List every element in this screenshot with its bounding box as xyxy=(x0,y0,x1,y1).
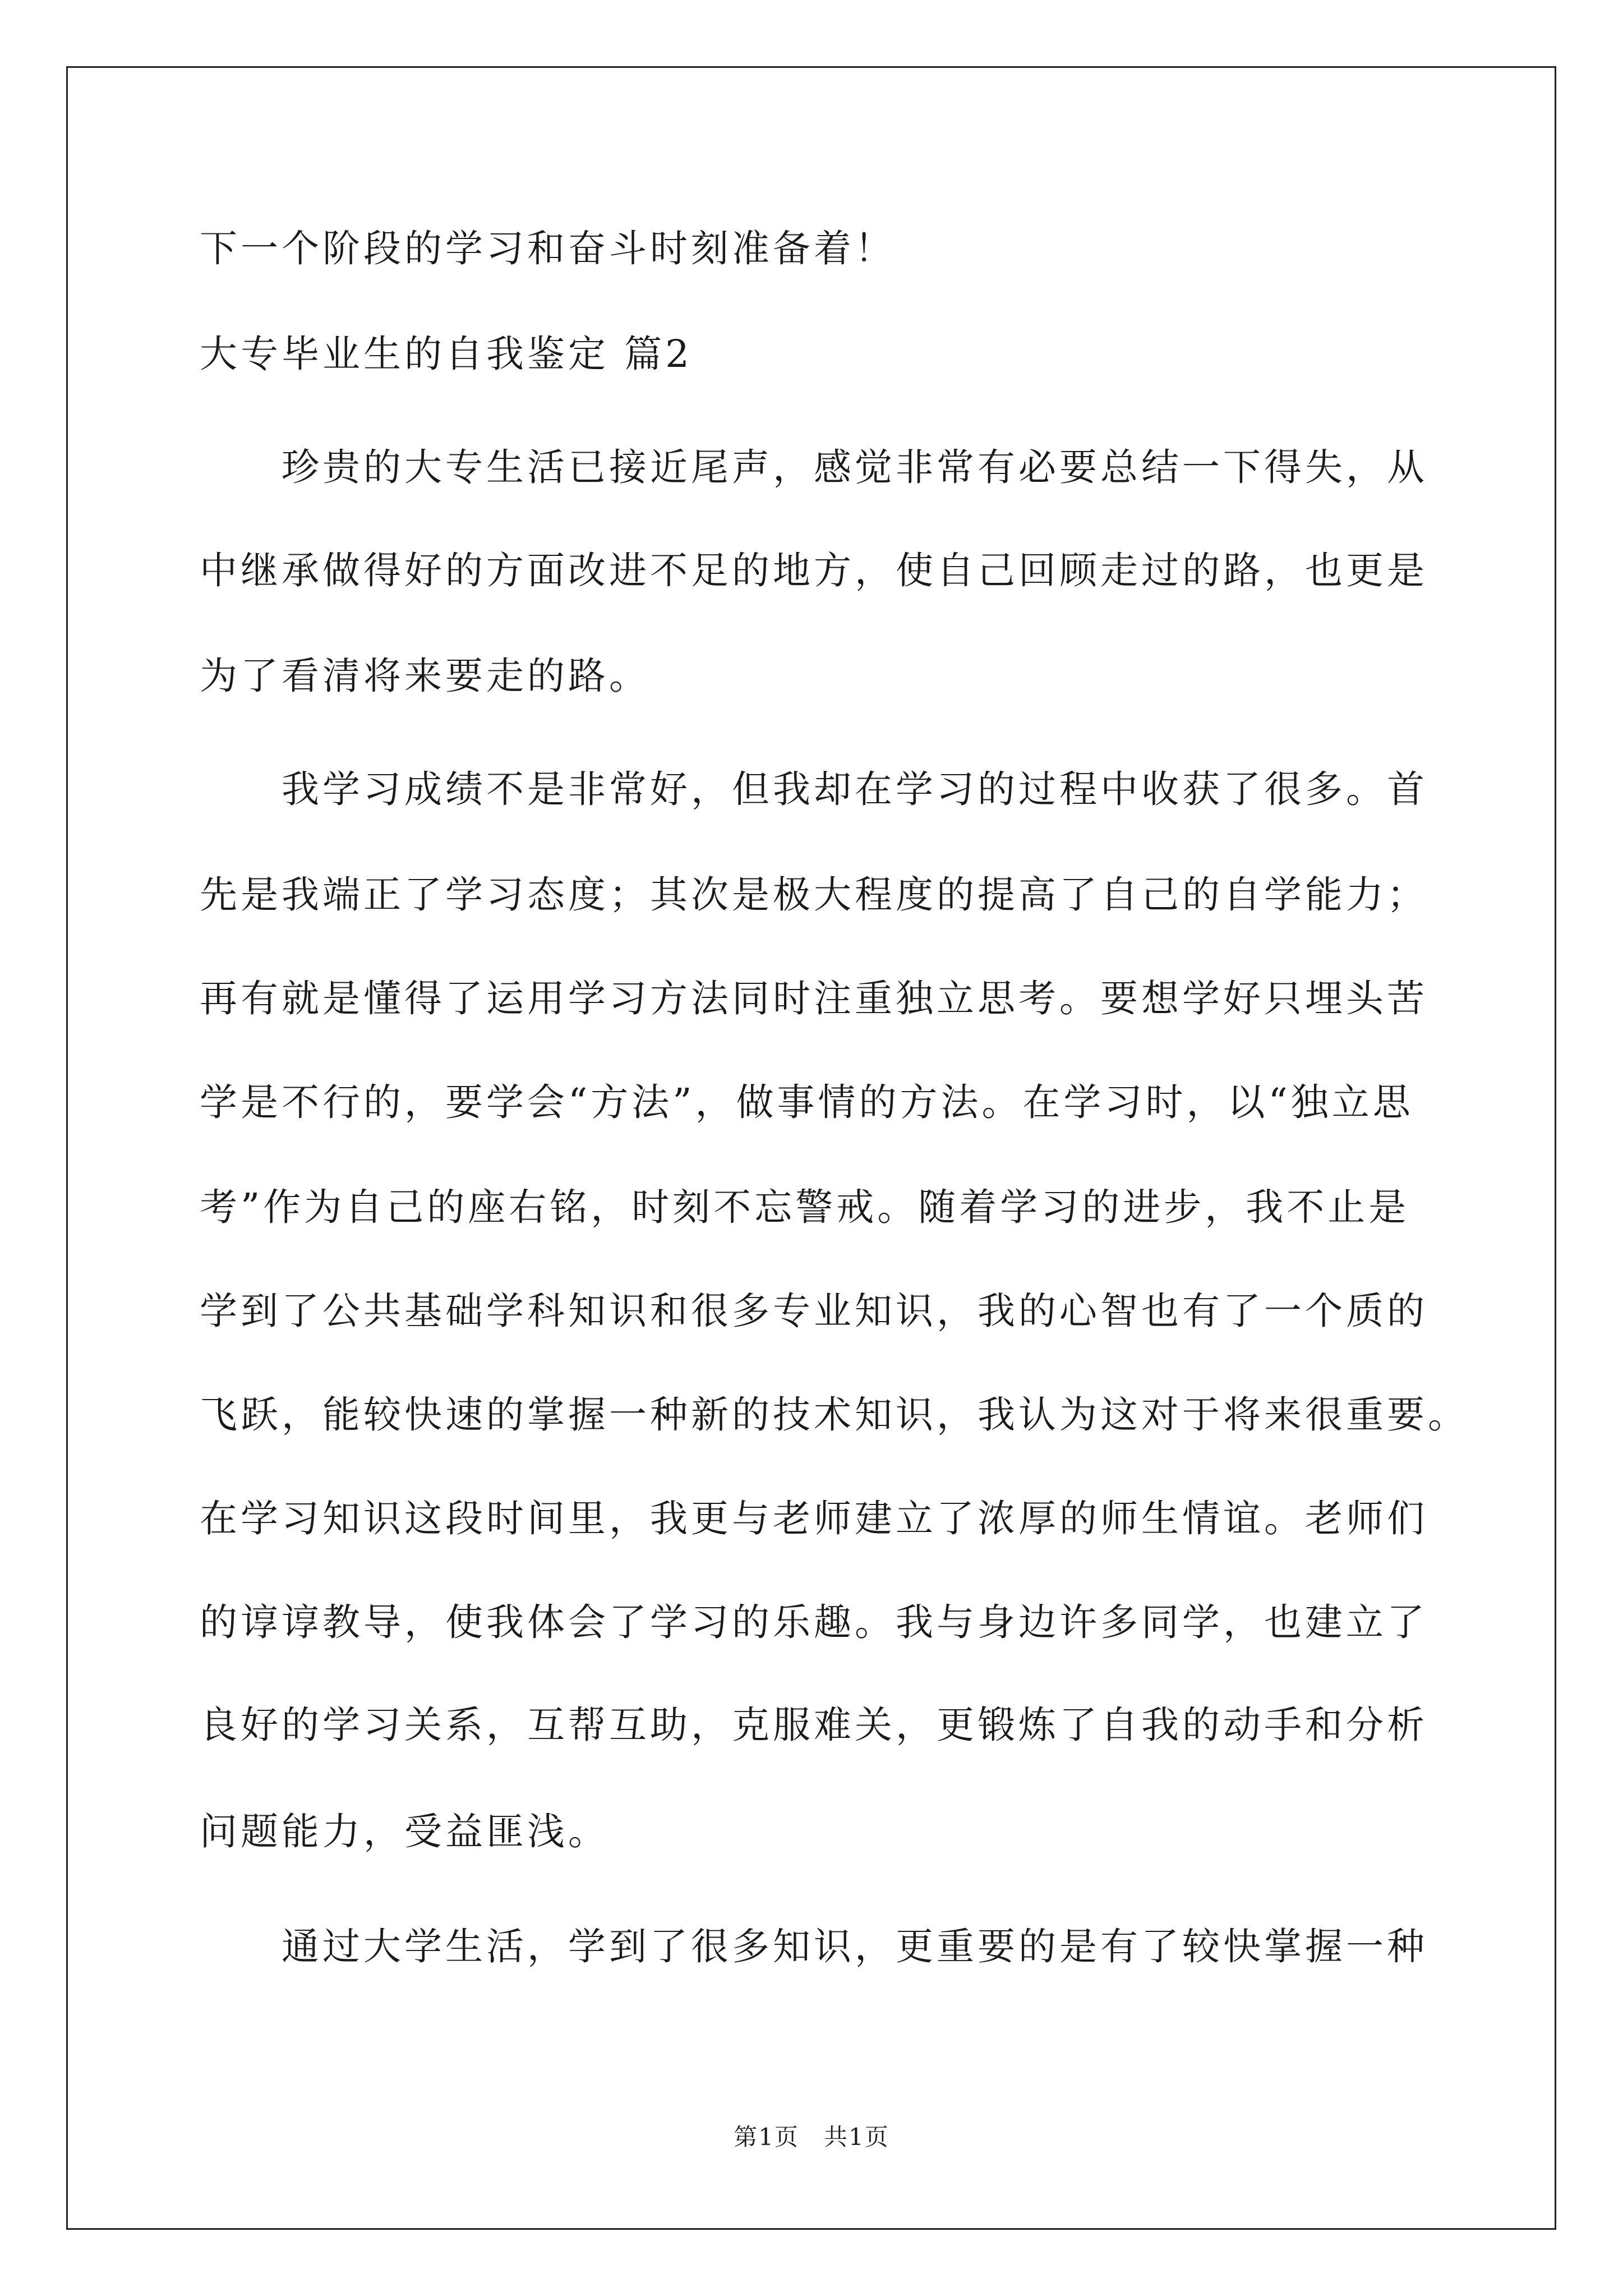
text-line: 我学习成绩不是非常好，但我却在学习的过程中收获了很多。首 xyxy=(200,767,1428,811)
text-line: 通过大学生活，学到了很多知识，更重要的是有了较快掌握一种 xyxy=(200,1925,1428,1968)
text-line: 良好的学习关系，互帮互助，克服难关，更锻炼了自我的动手和分析 xyxy=(200,1703,1428,1747)
text-line: 珍贵的大专生活已接近尾声，感觉非常有必要总结一下得失，从 xyxy=(200,445,1428,489)
text-line: 下一个阶段的学习和奋斗时刻准备着！ xyxy=(200,227,896,270)
page-footer: 第1页 共1页 xyxy=(734,2123,889,2151)
page-border xyxy=(66,66,1556,2230)
text-line: 学是不行的，要学会“方法”，做事情的方法。在学习时，以“独立思 xyxy=(200,1080,1414,1124)
text-line: 在学习知识这段时间里，我更与老师建立了浓厚的师生情谊。老师们 xyxy=(200,1497,1428,1540)
section-heading: 大专毕业生的自我鉴定 篇2 xyxy=(200,332,693,376)
text-line: 考”作为自己的座右铭，时刻不忘警戒。随着学习的进步，我不止是 xyxy=(200,1185,1410,1229)
text-line: 中继承做得好的方面改进不足的地方，使自己回顾走过的路，也更是 xyxy=(200,549,1428,592)
text-line: 为了看清将来要走的路。 xyxy=(200,654,650,698)
text-line: 学到了公共基础学科知识和很多专业知识，我的心智也有了一个质的 xyxy=(200,1289,1428,1333)
text-line: 再有就是懂得了运用学习方法同时注重独立思考。要想学好只埋头苦 xyxy=(200,977,1428,1020)
text-line: 问题能力，受益匪浅。 xyxy=(200,1810,609,1853)
text-line: 的谆谆教导，使我体会了学习的乐趣。我与身边许多同学，也建立了 xyxy=(200,1600,1428,1644)
text-line: 飞跃，能较快速的掌握一种新的技术知识，我认为这对于将来很重要。 xyxy=(200,1393,1469,1437)
text-line: 先是我端正了学习态度；其次是极大程度的提高了自己的自学能力； xyxy=(200,873,1428,917)
